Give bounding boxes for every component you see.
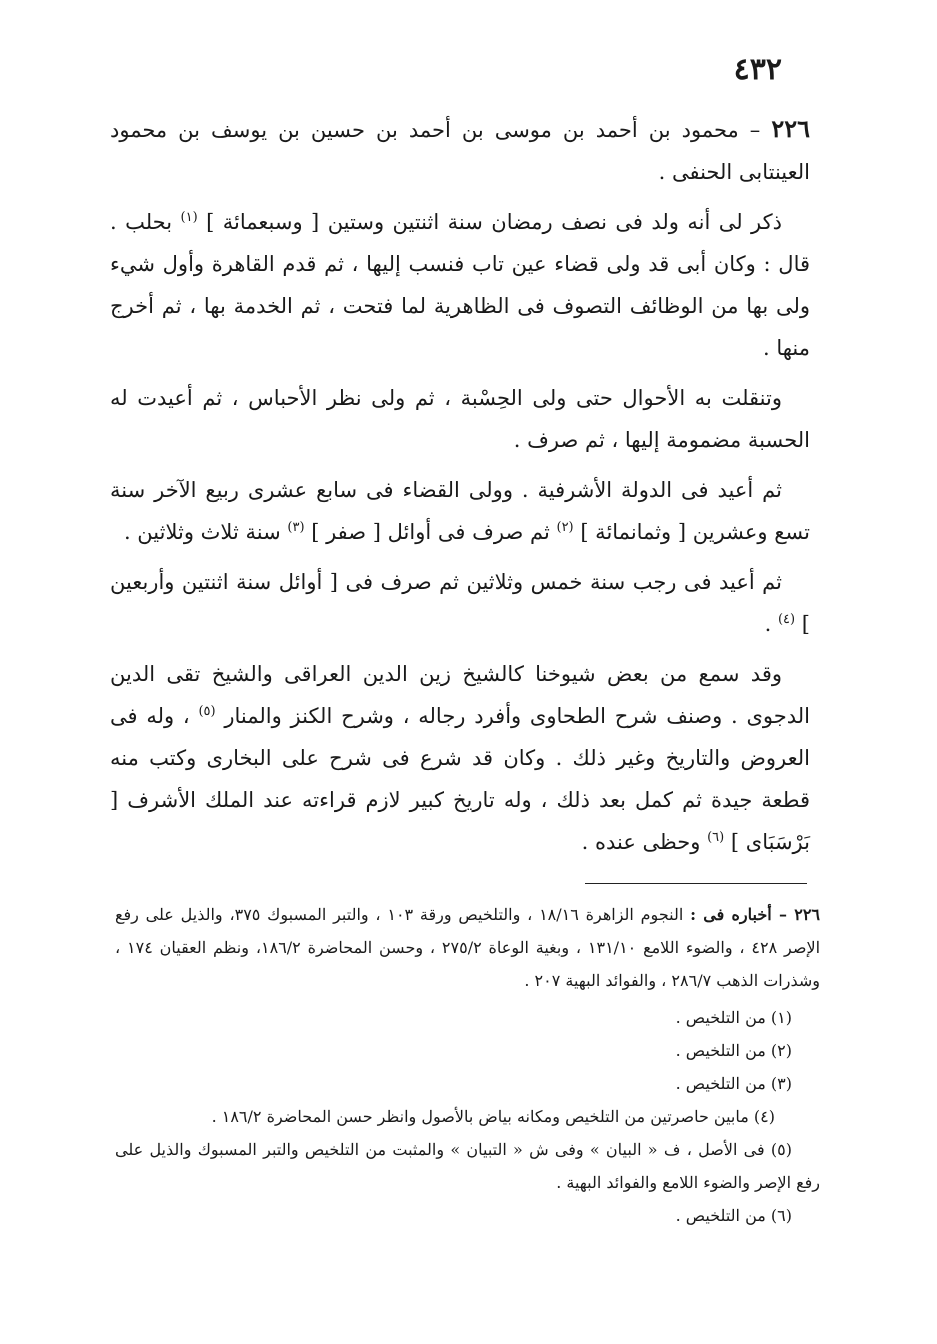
paragraph-birth [110, 201, 810, 369]
footnote-item: (٢) من التلخيص . [675, 1041, 792, 1060]
footnote-sources-text: النجوم الزاهرة ١٨/١٦ ، والتلخيص ورقة ١٠٣ ، والتبر المسبوك ٣٧٥، والذيل على رفع الإصر ٤٢٨ ، والضوء اللامع ١٣١/١٠ ، وبغية الوعاة ٢٧٥/٢ ، وحسن المحاضرة ١٨٦/٢، ونظم العقيان ١٧٤ ، وشذرات الذهب ٢٨٦/٧ ، والفوائد البهية ٢٠٧ . [115, 905, 821, 990]
paragraph-text: ، وله فى العروض والتاريخ وغير ذلك . وكان قد شرع فى شرح على البخارى وكتب منه قطعة جيدة ثم كمل بعد ذلك ، وله تاريخ كبير لازم قراءته عند الملك الأشرف [ بَرْسَبَاى ] [110, 704, 810, 854]
footnote-ref-1: (١) [180, 210, 198, 225]
entry-number: ٢٢٦ [771, 114, 810, 143]
footnotes [115, 898, 820, 1232]
entry-name: محمود بن أحمد بن موسى بن أحمد بن حسين بن يوسف بن محمود العينتابى الحنفى . [110, 118, 810, 184]
paragraph-text: بحلب . قال : وكان أبى قد ولى قضاء عين تاب فنسب إليها ، ثم قدم القاهرة وأول شيء ولى بها من الوظائف التصوف فى الظاهرية لما فتحت ، ثم الخدمة بها ، ثم أخرج منها . [110, 210, 810, 360]
footnote-ref-4: (٤) [777, 612, 796, 627]
footnote-item: (٤) مابين حاصرتين من التلخيص ومكانه بياض بالأصول وانظر حسن المحاضرة ١٨٦/٢ . [211, 1107, 775, 1126]
page-number: ٤٣٢ [733, 52, 782, 87]
footnote-sources-label: ٢٢٦ – أخباره فى : [690, 905, 820, 924]
footnote-item: (٦) من التلخيص . [675, 1206, 792, 1225]
paragraph-text: ذكر لى أنه ولد فى نصف رمضان سنة اثنتين وستين [ وسبعمائة ] [206, 210, 782, 234]
footnote-divider [585, 883, 807, 884]
footnote-sources [115, 898, 820, 997]
footnote-ref-3: (٣) [287, 520, 305, 535]
footnote-ref-2: (٢) [556, 520, 574, 535]
paragraph-text: وحظى عنده . [581, 830, 701, 854]
paragraph-works [110, 653, 810, 863]
paragraph-text: . [764, 612, 772, 636]
footnote-ref-6: (٦) [707, 830, 725, 845]
footnote-item: (١) من التلخيص . [675, 1008, 792, 1027]
paragraph-text: ثم صرف فى أوائل [ صفر ] [311, 520, 550, 544]
footnote-ref-5: (٥) [198, 704, 216, 719]
paragraph-hisba: وتنقلت به الأحوال حتى ولى الحِسْبة ، ثم ولى نظر الأحباس ، ثم أعيدت له الحسبة مضمومة إليها ، ثم صرف . [110, 386, 810, 452]
paragraph-text: سنة ثلاث وثلاثين . [123, 520, 281, 544]
paragraph-text: ثم أعيد فى الدولة الأشرفية . وولى القضاء فى سابع عشرى ربيع الآخر سنة تسع وعشرين [ وثمانمائة ] [110, 478, 810, 544]
entry-dash: – [738, 118, 772, 142]
paragraph-text: وقد سمع من بعض شيوخنا كالشيخ زين الدين العراقى والشيخ تقى الدين الدجوى . وصنف شرح الطحاوى وأفرد رجاله ، وشرح الكنز والمنار [110, 662, 810, 728]
footnote-item: (٥) فى الأصل ، ف « البيان » وفى ش « التبيان » والمثبت من التلخيص والتبر المسبوك والذيل على رفع الإصر والضوء اللامع والفوائد البهية . [115, 1140, 820, 1192]
paragraph-text: ثم أعيد فى رجب سنة خمس وثلاثين ثم صرف فى [ أوائل سنة اثنتين وأربعين ] [110, 570, 810, 636]
footnote-item: (٣) من التلخيص . [675, 1074, 792, 1093]
paragraph-reappointment [110, 561, 810, 645]
main-text [110, 108, 810, 871]
entry-heading [110, 108, 810, 193]
paragraph-judgeship [110, 469, 810, 553]
